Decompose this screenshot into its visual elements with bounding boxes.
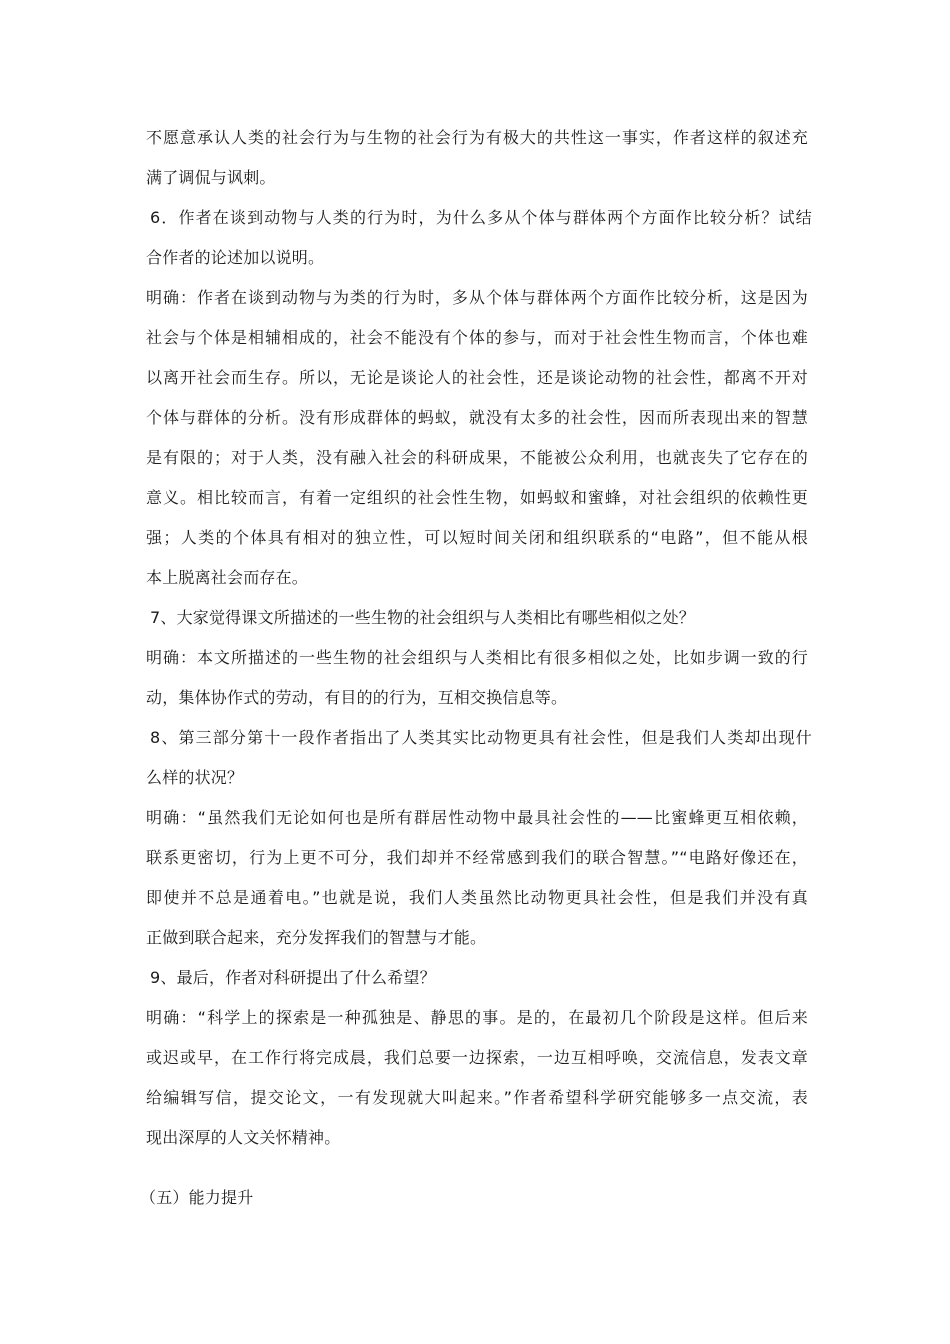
text-line: 正做到联合起来，充分发挥我们的智慧与才能。 [146,928,487,947]
answer-line: 明确：作者在谈到动物与为类的行为时，多从个体与群体两个方面作比较分析，这是因为 [146,288,808,307]
text-line: 给编辑写信，提交论文，一有发现就大叫起来。”作者希望科学研究能够多一点交流，表 [146,1088,808,1107]
text-line: 意义。相比较而言，有着一定组织的社会性生物，如蚂蚁和蜜蜂，对社会组织的依赖性更 [146,488,808,507]
question-9-line: 9、最后，作者对科研提出了什么希望？ [150,968,436,987]
text-line: 即使并不总是通着电。”也就是说，我们人类虽然比动物更具社会性，但是我们并没有真 [146,888,808,907]
text-line: 动，集体协作式的劳动，有目的的行为，互相交换信息等。 [146,688,568,707]
question-6-line: 6．作者在谈到动物与人类的行为时，为什么多从个体与群体两个方面作比较分析？试结 [150,208,812,227]
text-line: 以离开社会而生存。所以，无论是谈论人的社会性，还是谈论动物的社会性，都离不开对 [146,368,808,387]
text-line: 合作者的论述加以说明。 [146,248,325,267]
text-line: 或迟或早，在工作行将完成晨，我们总要一边探索，一边互相呼唤，交流信息，发表文章 [146,1048,808,1067]
text-line: 不愿意承认人类的社会行为与生物的社会行为有极大的共性这一事实，作者这样的叙述充 [146,128,808,147]
text-line: 满了调侃与讽刺。 [146,168,276,187]
text-line: 本上脱离社会而存在。 [146,568,309,587]
text-line: 么样的状况？ [146,768,244,787]
question-7-line: 7、大家觉得课文所描述的一些生物的社会组织与人类相比有哪些相似之处？ [150,608,695,627]
answer-line: 明确：“虽然我们无论如何也是所有群居性动物中最具社会性的——比蜜蜂更互相依赖， [146,808,808,827]
question-8-line: 8、第三部分第十一段作者指出了人类其实比动物更具有社会性，但是我们人类却出现什 [150,728,812,747]
answer-line: 明确：本文所描述的一些生物的社会组织与人类相比有很多相似之处，比如步调一致的行 [146,648,808,667]
text-line: 强；人类的个体具有相对的独立性，可以短时间关闭和组织联系的“电路”，但不能从根 [146,528,808,547]
section-heading: （五）能力提升 [140,1188,254,1207]
text-line: 是有限的；对于人类，没有融入社会的科研成果，不能被公众利用，也就丧失了它存在的 [146,448,808,467]
text-line: 社会与个体是相辅相成的，社会不能没有个体的参与，而对于社会性生物而言，个体也难 [146,328,808,347]
text-line: 个体与群体的分析。没有形成群体的蚂蚁，就没有太多的社会性，因而所表现出来的智慧 [146,408,808,427]
text-line: 联系更密切，行为上更不可分，我们却并不经常感到我们的联合智慧。”“电路好像还在， [146,848,808,867]
text-line: 现出深厚的人文关怀精神。 [146,1128,341,1147]
answer-line: 明确：“科学上的探索是一种孤独是、静思的事。是的，在最初几个阶段是这样。但后来 [146,1008,808,1027]
